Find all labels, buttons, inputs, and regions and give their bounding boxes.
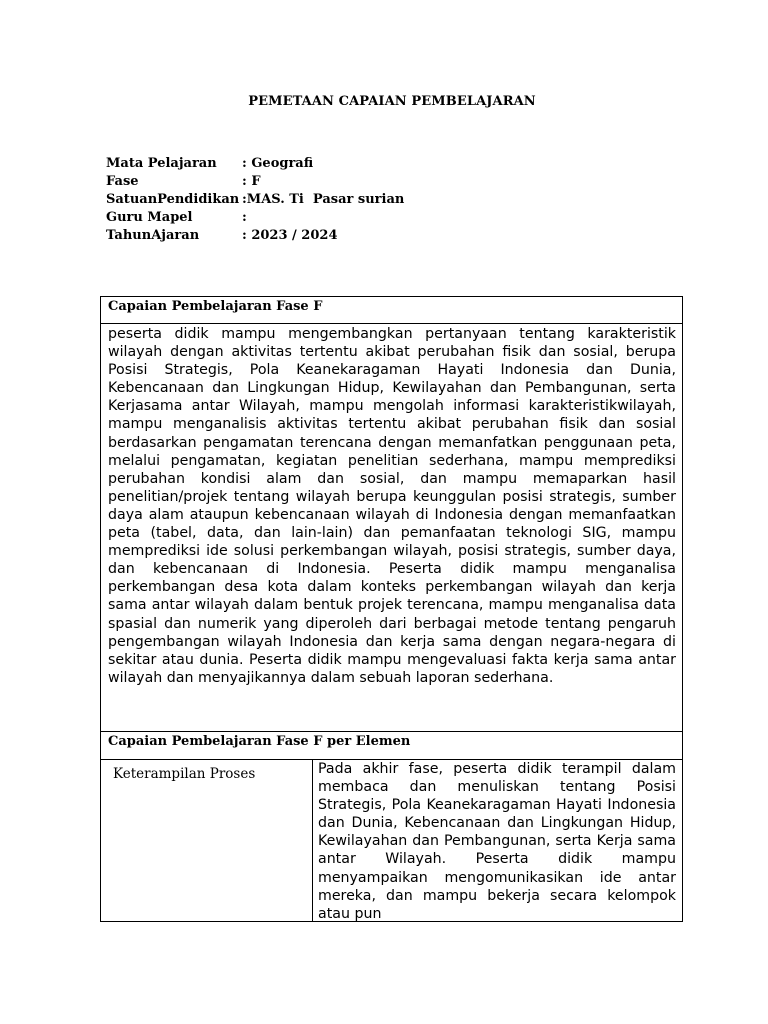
section2-heading: Capaian Pembelajaran Fase F per Elemen [108, 734, 411, 749]
section1-header-cell [100, 296, 683, 324]
section1-heading: Capaian Pembelajaran Fase F [108, 299, 323, 314]
meta-value: : 2023 / 2024 [242, 228, 338, 243]
meta-label: Mata Pelajaran [106, 156, 217, 171]
meta-value: : [242, 210, 247, 225]
meta-row-school [106, 191, 404, 209]
meta-info [106, 155, 404, 245]
meta-value: : F [242, 174, 261, 189]
section2-header-cell [100, 731, 683, 760]
section1-text: peserta didik mampu mengembangkan pertanyaan tentang karakteristik wilayah dengan aktivitas tertentu akibat perubahan fisik dan sosial, berupa Posisi Strategis, Pola Keanekaragaman Hayati Indonesia dan Dunia, Kebencanaan dan Lingkungan Hidup, Kewilayahan dan Pembangunan, serta Kerjasama antar Wilayah, mampu mengolah informasi karakteristikwilayah, mampu menganalisis aktivitas tertentu akibat perubahan fisik dan sosial berdasarkan pengamatan terencana dengan memanfatkan penggunaan peta, melalui pengamatan, kegiatan penelitian sederhana, mampu memprediksi perubahan kondisi alam dan sosial, dan mampu memaparkan hasil penelitian/projek tentang wilayah berupa keunggulan posisi strategis, sumber daya alam ataupun kebencanaan wilayah di Indonesia dengan memanfaatkan peta (tabel, data, dan lain-lain) dan pemanfaatan teknologi SIG, mampu memprediksi ide solusi perkembangan wilayah, posisi strategis, sumber daya, dan kebencanaan di Indonesia. Peserta didik mampu menganalisa perkembangan desa kota dalam konteks perkembangan wilayah dan kerja sama antar wilayah dalam bentuk projek terencana, mampu menganalisa data spasial dan numerik yang diperoleh dari berbagai metode tentang pengaruh pengembangan wilayah Indonesia dan kerja sama dengan negara-negara di sekitar atau dunia. Peserta didik mampu mengevaluasi fakta kerja sama antar wilayah dan menyajikannya dalam sebuah laporan sederhana. [108, 326, 676, 686]
meta-value: : Geografi [242, 156, 314, 171]
meta-label: SatuanPendidikan [106, 192, 240, 207]
element-description: Pada akhir fase, peserta didik terampil dalam membaca dan menuliskan tentang Posisi Strategis, Pola Keanekaragaman Hayati Indonesia dan Dunia, Kebencanaan dan Lingkungan Hidup, Kewilayahan dan Pembangunan, serta Kerja sama antar Wilayah. Peserta didik mampu menyampaikan mengomunikasikan ide antar mereka, dan mampu bekerja secara kelompok atau pun [318, 761, 676, 921]
meta-label: Guru Mapel [106, 210, 193, 225]
meta-row-teacher [106, 209, 404, 227]
meta-label: Fase [106, 174, 139, 189]
meta-row-subject [106, 155, 404, 173]
meta-row-phase [106, 173, 404, 191]
meta-value: :MAS. Ti Pasar surian [242, 192, 405, 207]
meta-label: TahunAjaran [106, 228, 200, 243]
element-name: Keterampilan Proses [101, 760, 313, 921]
document-title: PEMETAAN CAPAIAN PEMBELAJARAN [248, 94, 536, 109]
element-row [100, 759, 683, 922]
meta-row-year [106, 227, 404, 245]
section1-body-cell [100, 323, 683, 732]
